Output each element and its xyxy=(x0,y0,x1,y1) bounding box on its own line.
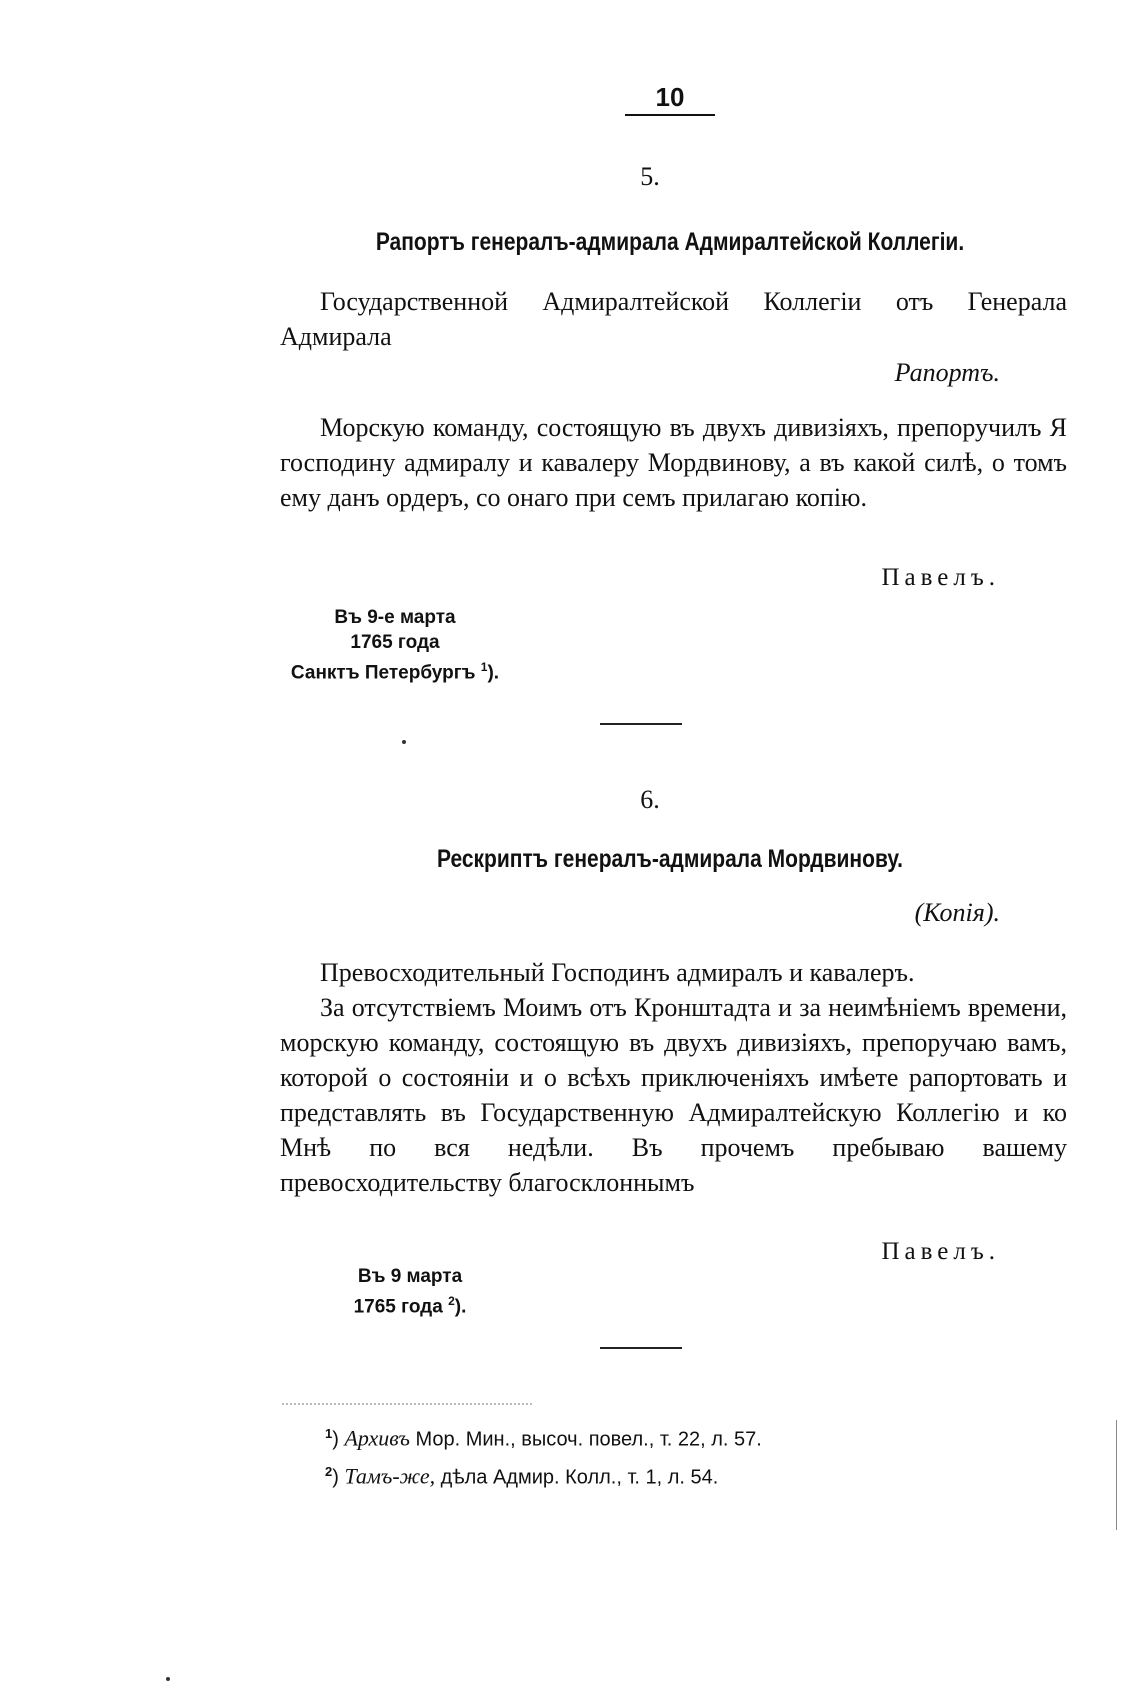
report-heading: Рапортъ. xyxy=(894,358,1000,387)
addressee-line-2: Адмирала xyxy=(280,322,392,351)
footnote-2-mark: 2 xyxy=(325,1463,333,1479)
addressee-5 xyxy=(280,284,1067,354)
footnote-2: $^2$) Тамъ-же, дѣла Адмир. Колл., т. 1, л. 54. xyxy=(325,1463,719,1489)
section-divider-1 xyxy=(600,723,682,725)
report-body xyxy=(280,410,1067,515)
rescript-text xyxy=(280,955,1067,1200)
scan-edge-line xyxy=(1116,1420,1117,1530)
footnote-ref-1: 1 xyxy=(480,660,488,674)
signature-5: Павелъ. xyxy=(881,564,1000,591)
date-block-5 xyxy=(270,605,520,685)
footnote-1-mark: 1 xyxy=(325,1426,333,1441)
copy-note: (Копія). xyxy=(914,898,1000,927)
page-number: 10 xyxy=(655,82,685,112)
footnotes xyxy=(325,1418,1045,1493)
section-divider-2 xyxy=(600,1347,682,1349)
date-5-line-3: Санктъ Петербургъ $^1$). xyxy=(290,660,500,684)
rescript-salutation: Превосходительный Господинъ адмиралъ и кавалеръ. xyxy=(320,958,915,987)
page-number-underline xyxy=(625,114,715,116)
section-title-6: Рескриптъ генералъ-адмирала Мордвинову. xyxy=(436,845,904,873)
date-6-line-1: Въ 9 марта xyxy=(357,1266,463,1287)
print-speck xyxy=(402,740,406,744)
footnote-1-source: Архивъ xyxy=(344,1425,410,1451)
print-speck-bottom xyxy=(166,1677,170,1681)
footnote-1-text: Мор. Мин., высоч. повел., т. 22, л. 57. xyxy=(409,1428,762,1451)
rescript-body: За отсутствіемъ Моимъ отъ Кронштадта и за неимѣніемъ времени, морскую команду, состоящую въ двухъ дивизіяхъ, препоручаю вамъ, которой о состояніи и о всѣхъ приключеніяхъ имѣете рапортовать и представлять въ Государственную Адмиралтейскую Коллегію и ко Мнѣ по вся недѣли. Въ прочемъ пребываю вашему превосходительству благосклоннымъ xyxy=(280,993,1067,1197)
date-5-line-2: 1765 года xyxy=(350,632,440,653)
addressee-line-1: Государственной Адмиралтейской Коллегіи отъ Генерала xyxy=(320,287,1067,316)
footnote-1: $^1$) Архивъ Мор. Мин., высоч. повел., т. 22, л. 57. xyxy=(325,1425,762,1451)
section-number-6: 6. xyxy=(640,785,660,814)
signature-6: Павелъ. xyxy=(881,1238,1000,1265)
date-block-6 xyxy=(330,1264,490,1319)
footnote-separator xyxy=(282,1403,532,1406)
date-6-line-2: 1765 года $^2$). xyxy=(353,1294,467,1318)
date-5-place: Санктъ Петербургъ xyxy=(290,662,476,684)
footnote-ref-2: 2 xyxy=(448,1294,455,1308)
report-body-text: Морскую команду, состоящую въ двухъ дивизіяхъ, препоручилъ Я господину адмиралу и кавалеру Мордвинову, а въ какой силѣ, о томъ ему данъ ордеръ, со онаго при семъ прилагаю копію. xyxy=(280,413,1067,512)
date-6-year: 1765 года xyxy=(353,1296,443,1318)
footnote-2-text: дѣла Адмир. Колл., т. 1, л. 54. xyxy=(435,1466,719,1489)
section-title-5: Рапортъ генералъ-адмирала Адмиралтейской Коллегіи. xyxy=(375,228,965,256)
section-number-5: 5. xyxy=(640,162,660,191)
date-5-line-1: Въ 9-е марта xyxy=(334,607,456,628)
footnote-2-source: Тамъ-же, xyxy=(344,1463,436,1489)
